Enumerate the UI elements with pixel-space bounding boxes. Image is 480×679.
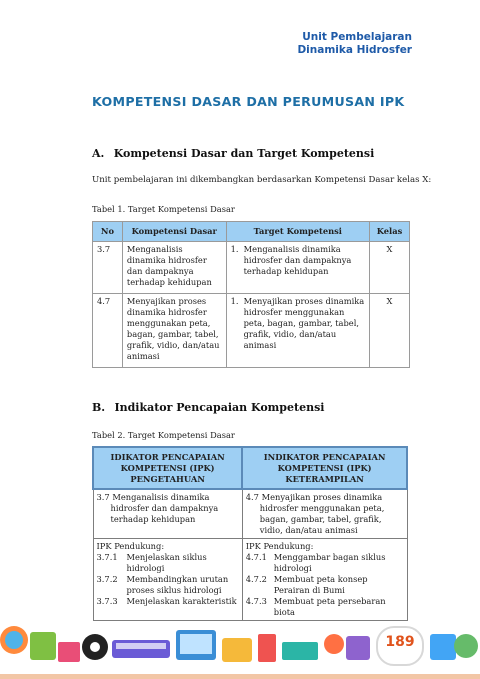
book-icon <box>30 632 56 660</box>
list-item <box>246 552 404 574</box>
calculator-icon <box>430 634 456 660</box>
table-header-row <box>93 222 410 242</box>
cell-kelas: X <box>370 242 410 294</box>
cell-target <box>226 294 369 368</box>
ipk-text: Menjelaskan siklus hidrologi <box>126 552 207 573</box>
cell-kd-keterampilan <box>242 489 407 539</box>
list-item <box>97 596 239 607</box>
cell-no: 4.7 <box>93 294 123 368</box>
col-header-ipk-keterampilan: INDIKATOR PENCAPAIAN KOMPETENSI (IPK) KETERAMPILAN <box>242 447 407 489</box>
ipk-label: IPK Pendukung: <box>96 541 165 551</box>
ipk-code: 3.7.2 <box>96 574 118 584</box>
col-header-target-kompetensi: Target Kompetensi <box>226 222 369 242</box>
table-ipk <box>92 446 408 621</box>
cell-kelas: X <box>370 294 410 368</box>
ipk-code: 3.7.3 <box>96 596 118 606</box>
flask-icon <box>258 634 276 662</box>
unit-header-line2: Dinamika Hidrosfer <box>297 44 412 56</box>
ipk-text: Membuat peta persebaran biota <box>273 596 386 617</box>
table-target-kompetensi <box>92 221 410 368</box>
ipk-code: 4.7.2 <box>245 574 267 584</box>
ipk-code: 3.7.1 <box>96 552 118 562</box>
col-header-kelas: Kelas <box>370 222 410 242</box>
section-a-intro: Unit pembelajaran ini dikembangkan berdasarkan Kompetensi Dasar kelas X: <box>92 175 432 185</box>
cell-ipk-keterampilan <box>242 539 407 621</box>
section-a-heading: A. Kompetensi Dasar dan Target Kompetensi <box>92 147 375 160</box>
ipk-code: 4.7.1 <box>245 552 267 562</box>
table-row <box>93 242 410 294</box>
table-row <box>93 489 407 539</box>
page-number: 189 <box>385 634 415 650</box>
list-item <box>97 552 239 574</box>
table2-caption: Tabel 2. Target Kompetensi Dasar <box>92 430 235 440</box>
atom-icon <box>454 634 478 658</box>
col-header-kompetensi-dasar: Kompetensi Dasar <box>122 222 226 242</box>
clipboard-icon <box>222 638 252 662</box>
list-item <box>97 574 239 596</box>
table-row <box>93 539 407 621</box>
ipk-text: Menjelaskan karakteristik <box>126 596 237 606</box>
cell-kd: Menyajikan proses dinamika hidrosfer menggunakan peta, bagan, gambar, tabel, grafik, vidio, dan/atau animasi <box>122 294 226 368</box>
palette-icon <box>324 634 344 654</box>
list-number: 1. <box>230 244 239 254</box>
unit-header-line1: Unit Pembelajaran <box>302 31 412 43</box>
cell-kd-pengetahuan <box>93 489 242 539</box>
ruler-icon <box>282 642 318 660</box>
cell-ipk-pengetahuan <box>93 539 242 621</box>
ipk-text: Membuat peta konsep Perairan di Bumi <box>273 574 368 595</box>
table-row <box>93 294 410 368</box>
page-title: KOMPETENSI DASAR DAN PERUMUSAN IPK <box>92 94 405 109</box>
table1-caption: Tabel 1. Target Kompetensi Dasar <box>92 204 235 214</box>
box-icon <box>58 642 80 662</box>
target-text: Menyajikan proses dinamika hidrosfer menggunakan peta, bagan, gambar, tabel, grafik, vidio, dan/atau animasi <box>243 296 365 350</box>
kd-text: 4.7 Menyajikan proses dinamika hidrosfer menggunakan peta, bagan, gambar, tabel, grafik, vidio, dan/atau animasi <box>245 492 385 535</box>
ipk-text: Membandingkan urutan proses siklus hidrologi <box>126 574 229 595</box>
unit-header <box>297 31 412 57</box>
target-text: Menganalisis dinamika hidrosfer dan dampaknya terhadap kehidupan <box>243 244 352 276</box>
ipk-text: Menggambar bagan siklus hidrologi <box>273 552 386 573</box>
section-b-heading: B. Indikator Pencapaian Kompetensi <box>92 401 325 414</box>
ipk-code: 4.7.3 <box>245 596 267 606</box>
col-header-ipk-pengetahuan: IDIKATOR PENCAPAIAN KOMPETENSI (IPK) PENGETAHUAN <box>93 447 242 489</box>
cell-no: 3.7 <box>93 242 123 294</box>
cell-kd: Menganalisis dinamika hidrosfer dan dampaknya terhadap kehidupan <box>122 242 226 294</box>
tablet-icon <box>346 636 370 660</box>
list-number: 1. <box>230 296 239 306</box>
table-header-row <box>93 447 407 489</box>
list-item <box>246 574 404 596</box>
cell-target <box>226 242 369 294</box>
ipk-label: IPK Pendukung: <box>245 541 314 551</box>
col-header-no: No <box>93 222 123 242</box>
kd-text: 3.7 Menganalisis dinamika hidrosfer dan dampaknya terhadap kehidupan <box>96 492 219 524</box>
